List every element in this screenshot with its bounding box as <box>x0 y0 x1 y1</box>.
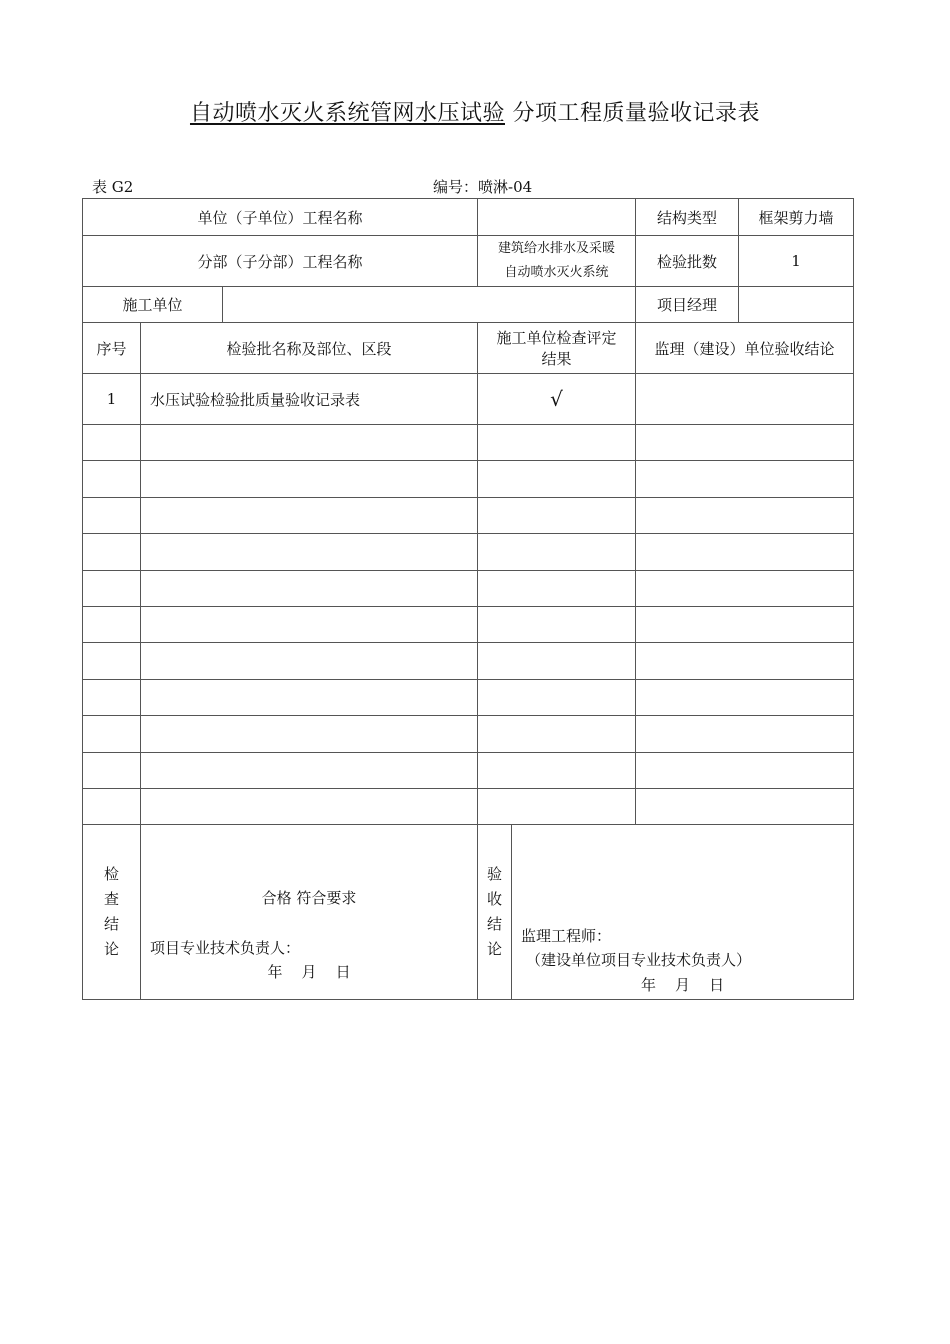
row-supervisor[interactable] <box>636 679 854 715</box>
row-supervisor[interactable] <box>636 716 854 752</box>
row-no: 1 <box>83 374 141 425</box>
row-supervisor[interactable] <box>636 788 854 824</box>
conclusion-row <box>83 825 854 1000</box>
row-no[interactable] <box>83 425 141 461</box>
row-result[interactable] <box>478 788 636 824</box>
table-row <box>83 425 854 461</box>
row-no[interactable] <box>83 606 141 642</box>
unit-label: 单位（子单位）工程名称 <box>83 199 478 236</box>
structure-value[interactable]: 框架剪力墙 <box>739 199 854 236</box>
row-result[interactable] <box>478 570 636 606</box>
row-name[interactable]: 水压试验检验批质量验收记录表 <box>141 374 478 425</box>
manager-label: 项目经理 <box>636 287 739 323</box>
col-header-supervisor: 监理（建设）单位验收结论 <box>636 323 854 374</box>
form-id: 表 G2 <box>92 178 134 196</box>
col-header-name: 检验批名称及部位、区段 <box>141 323 478 374</box>
row-result[interactable] <box>478 534 636 570</box>
title-underlined: 自动喷水灭火系统管网水压试验 <box>189 101 505 126</box>
serial-number: 编号：喷淋-04 <box>433 178 533 196</box>
row-no[interactable] <box>83 643 141 679</box>
row-name[interactable] <box>141 788 478 824</box>
row-result[interactable] <box>478 643 636 679</box>
table-row <box>83 534 854 570</box>
col-header-result-line1: 施工单位检查评定 <box>496 329 617 347</box>
row-result-check[interactable]: √ <box>478 374 636 425</box>
row-name[interactable] <box>141 497 478 533</box>
check-conclusion-label: 检 查 结 论 <box>83 825 141 1000</box>
row-supervisor[interactable] <box>636 374 854 425</box>
row-name[interactable] <box>141 534 478 570</box>
table-row <box>83 643 854 679</box>
row-result[interactable] <box>478 606 636 642</box>
table-row <box>83 788 854 824</box>
col-header-result-line2: 结果 <box>541 350 572 368</box>
structure-label: 结构类型 <box>636 199 739 236</box>
contractor-value[interactable] <box>223 287 636 323</box>
row-name[interactable] <box>141 716 478 752</box>
accept-conclusion-cell[interactable] <box>512 825 854 1000</box>
check-result: 合格 符合要求 <box>261 889 357 908</box>
row-supervisor[interactable] <box>636 606 854 642</box>
accept-date: 年 月 日 <box>640 976 725 995</box>
accept-person: 监理工程师： <box>521 927 612 946</box>
row-no[interactable] <box>83 679 141 715</box>
row-name[interactable] <box>141 606 478 642</box>
row-result[interactable] <box>478 461 636 497</box>
row-no[interactable] <box>83 497 141 533</box>
row-name[interactable] <box>141 752 478 788</box>
row-result[interactable] <box>478 752 636 788</box>
table-row <box>83 374 854 425</box>
division-value[interactable] <box>478 236 636 287</box>
row-supervisor[interactable] <box>636 425 854 461</box>
row-name[interactable] <box>141 643 478 679</box>
row-name[interactable] <box>141 679 478 715</box>
page-title <box>0 96 950 127</box>
col-header-no: 序号 <box>83 323 141 374</box>
table-row <box>83 461 854 497</box>
row-result[interactable] <box>478 425 636 461</box>
table-row <box>83 606 854 642</box>
division-value-line1: 建筑给水排水及采暖 <box>498 241 616 256</box>
row-supervisor[interactable] <box>636 497 854 533</box>
accept-conclusion-label: 验 收 结 论 <box>478 825 512 1000</box>
division-label: 分部（子分部）工程名称 <box>83 236 478 287</box>
table-row <box>83 497 854 533</box>
row-supervisor[interactable] <box>636 461 854 497</box>
title-rest: 分项工程质量验收记录表 <box>512 101 761 126</box>
unit-value[interactable] <box>478 199 636 236</box>
row-name[interactable] <box>141 570 478 606</box>
row-no[interactable] <box>83 534 141 570</box>
row-no[interactable] <box>83 461 141 497</box>
table-row <box>83 716 854 752</box>
check-date: 年 月 日 <box>267 963 351 982</box>
inspection-table <box>82 198 854 1000</box>
row-result[interactable] <box>478 497 636 533</box>
col-header-result <box>478 323 636 374</box>
row-no[interactable] <box>83 570 141 606</box>
batch-count-value[interactable]: 1 <box>739 236 854 287</box>
row-supervisor[interactable] <box>636 570 854 606</box>
contractor-label: 施工单位 <box>83 287 223 323</box>
row-name[interactable] <box>141 425 478 461</box>
check-person: 项目专业技术负责人： <box>150 939 301 958</box>
accept-person-2: （建设单位项目专业技术负责人） <box>526 951 752 970</box>
row-no[interactable] <box>83 716 141 752</box>
table-row <box>83 570 854 606</box>
manager-value[interactable] <box>739 287 854 323</box>
row-name[interactable] <box>141 461 478 497</box>
row-no[interactable] <box>83 788 141 824</box>
row-no[interactable] <box>83 752 141 788</box>
row-result[interactable] <box>478 716 636 752</box>
table-row <box>83 679 854 715</box>
division-value-line2: 自动喷水灭火系统 <box>504 265 609 280</box>
row-result[interactable] <box>478 679 636 715</box>
table-row <box>83 752 854 788</box>
row-supervisor[interactable] <box>636 752 854 788</box>
row-supervisor[interactable] <box>636 534 854 570</box>
row-supervisor[interactable] <box>636 643 854 679</box>
check-conclusion-cell[interactable] <box>141 825 478 1000</box>
batch-count-label: 检验批数 <box>636 236 739 287</box>
